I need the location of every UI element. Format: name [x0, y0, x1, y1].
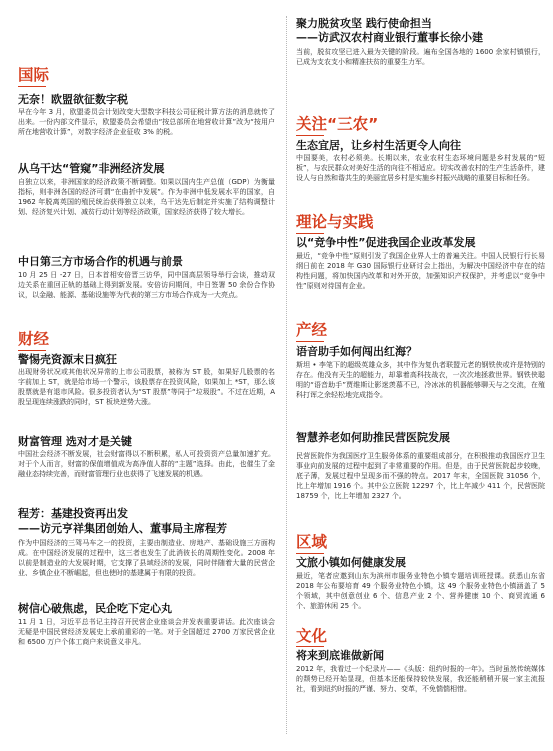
section-underline: [18, 350, 46, 351]
article-summary: 10 月 25 日 -27 日，日本首相安倍晋三访华，同中国高层领导举行会谈，推动双边关系在重回正轨的基础上得到新发展。安倍访问期间，中日签署 50 余份合作协议，以金融、能源、基础设施等为代表的第三方市场合作成为一大亮点。: [18, 271, 275, 299]
section-title-theory: 理论与实践: [296, 213, 374, 231]
article-title[interactable]: 文旅小镇如何健康发展: [296, 556, 406, 569]
article-title[interactable]: 智慧养老如何助推民营医院发展: [296, 431, 450, 444]
section-title-industry: 产经: [296, 321, 328, 339]
article-summary: 当前，脱贫攻坚已进入最为关键的阶段。遍布全国各地的 1600 余家村镇银行，已成为支农支小和精准扶贫的重要生力军。: [296, 48, 545, 66]
section-underline: [296, 135, 324, 136]
article-summary: 早在今年 3 月，欧盟委员会计划改变大型数字科技公司征税计算方法的消息就传了出来。一份内部文件显示，欧盟委员会希望由“按总部所在地营收计算”改为“按用户所在地营收计算”，对数字经济企业征收 3% 的税。: [18, 108, 275, 136]
article-title[interactable]: 树信心破焦虑，民企吃下定心丸: [18, 602, 172, 615]
article-summary: 中国社会经济不断发展，社会财富得以不断积累，私人可投资资产总量加速扩充。对于个人而言，财富的保值增值成为高净值人群的“主题”选择。由此，也催生了金融业态持续完善，而财富管理行业也获得了飞速发展的机遇。: [18, 450, 275, 478]
article-title[interactable]: 将来到底谁做新闻: [296, 649, 384, 662]
article-summary: 作为中国经济的三驾马车之一的投资，主要由制造业、房地产、基础设施三方面构成。在中国经济发展的过程中，这三者也发生了此消彼长的周期性变化。2008 年以前是制造业的大发展时期，它支撑了县域经济的发展，同时伴随着大量的民营企业、乡镇企业不断崛起，但也使时的基建属于有限的投资。: [18, 539, 275, 577]
section-title-international: 国际: [18, 66, 50, 84]
section-underline: [296, 233, 324, 234]
article-title[interactable]: 程芳：基建投资再出发: [18, 507, 128, 520]
article-title[interactable]: 财富管理 选对才是关键: [18, 435, 132, 448]
article-summary: 中国要美，农村必须美。长期以来，农业农村生态环境问题是乡村发展的“短板”，与农民群众对美好生活的向往不相适应。切实改善农村的生产生活条件，建设人与自然和谐共生的美丽宜居乡村是实施乡村振兴战略的重要目标和任务。: [296, 154, 545, 182]
article-title[interactable]: 以“竞争中性”促进我国企业改革发展: [296, 236, 476, 249]
article-summary: 11 月 1 日，习近平总书记主持召开民营企业座谈会并发表重要讲话。此次座谈会无疑是中国民营经济发展史上承前重彩的一笔。对于全国超过 2700 万家民营企业和 6500 万户个体工商户来说意义非凡。: [18, 618, 275, 646]
article-summary: 2012 年，我看过一个纪录片——《头版：纽约时报的一年》。当时虽然传统媒体的颓势已经开始显现，但基本还能保持较快发展，我还能稍稍开展一家主流报社，看到纽约时报的严谨、努力、变革，不免惴惴相惜。: [296, 665, 545, 693]
article-summary: 最近，“竞争中性”原则引发了我国企业界人士的普遍关注。中国人民银行行长易纲日前在 2018 年 G30 国际银行业研讨会上指出，为解决中国经济中存在的结构性问题，将加快国内改革和对外开放，加强知识产权保护，并考虑以“竞争中性”原则对待国有企业。: [296, 252, 545, 290]
section-underline: [296, 553, 324, 554]
article-summary: 自独立以来，非洲国家的经济政策不断调整。如果以国内生产总值（GDP）为衡量指标，则非洲各国的经济可谓“在曲折中发展”。作为非洲中低发展水平的国家，自 1962 年脱离英国的殖民统治获得独立以来，乌干达先后制定并实施了结构调整计划、经济复兴计划、减贫行动计划等经济政策，国家经济获得了较大增长。: [18, 178, 275, 216]
section-underline: [296, 646, 324, 647]
article-title[interactable]: 中日第三方市场合作的机遇与前景: [18, 255, 183, 268]
article-subtitle: ——访元亨祥集团创始人、董事局主席程芳: [18, 522, 227, 535]
article-summary: 出现财务状况或其他状况异常的上市公司股票，被称为 ST 股，如果好几股票的名字前加上 ST，就是给市场一个警示，该股票存在投资风险，如果加上 *ST，那么该股票就是有退市风险。很多投资者认为“ST 股票”等同于“垃圾股”。不过在近期，A 股呈现连续涨跌的同时，ST 板块逆势大涨。: [18, 368, 275, 406]
section-underline: [296, 341, 324, 342]
article-summary: 民营医院作为我国医疗卫生服务体系的重要组成部分，在积极推动我国医疗卫生事业向前发展的过程中起到了非常重要的作用。但是，由于民营医院起步较晚，底子薄，发展过程中呈现多而不强的特点。2017 年末，全国医院 31056 个，比上年增加 1916 个。其中公立医院 12297 个，比上年减少 411 个，民营医院 18759 个，比上年增加 2327 个。: [296, 452, 545, 500]
column-divider: [286, 16, 287, 734]
article-summary: 最近，笔者应邀到山东为滨州市服务业特色小镇专题培训班授课。获悉山东省 2018 年公布要培育 49 个服务业特色小镇，这 49 个服务业特色小镇涵盖了 5 个领域，其中创意创业 6 个、信息产业 2 个、营养健康 10 个、商贸流通 6 个、旅游休闲 25 个。: [296, 572, 545, 610]
section-title-finance: 财经: [18, 330, 50, 348]
article-title[interactable]: 生态宜居，让乡村生活更令人向往: [296, 139, 461, 152]
article-title[interactable]: 警惕壳资源末日疯狂: [18, 353, 117, 366]
article-title[interactable]: 语音助手如何闯出红海？: [296, 345, 417, 358]
article-title[interactable]: 聚力脱贫攻坚 践行使命担当: [296, 17, 432, 30]
section-underline: [18, 86, 46, 87]
article-title[interactable]: 从乌干达“管窥”非洲经济发展: [18, 162, 165, 175]
section-title-region: 区域: [296, 533, 328, 551]
article-subtitle: ——访武汉农村商业银行董事长徐小建: [296, 31, 483, 44]
section-title-culture: 文化: [296, 627, 328, 645]
article-summary: 斯坦 • 李笔下的超级英雄众多，其中作为复仇者联盟元老的钢铁侠或许是特别的存在。他没有天生的超能力，却靠着高科技战衣，一次次地拯救世界。钢铁侠聪明的“语音助手”贾维斯让影迷羡慕不已，冷冰冰的机器能够聊天与之交流，在殖科打诨之余轻松地完成指令。: [296, 361, 545, 399]
article-title[interactable]: 无奈！欧盟欲征数字税: [18, 93, 128, 106]
section-title-agriculture: 关注“三农”: [296, 115, 379, 133]
